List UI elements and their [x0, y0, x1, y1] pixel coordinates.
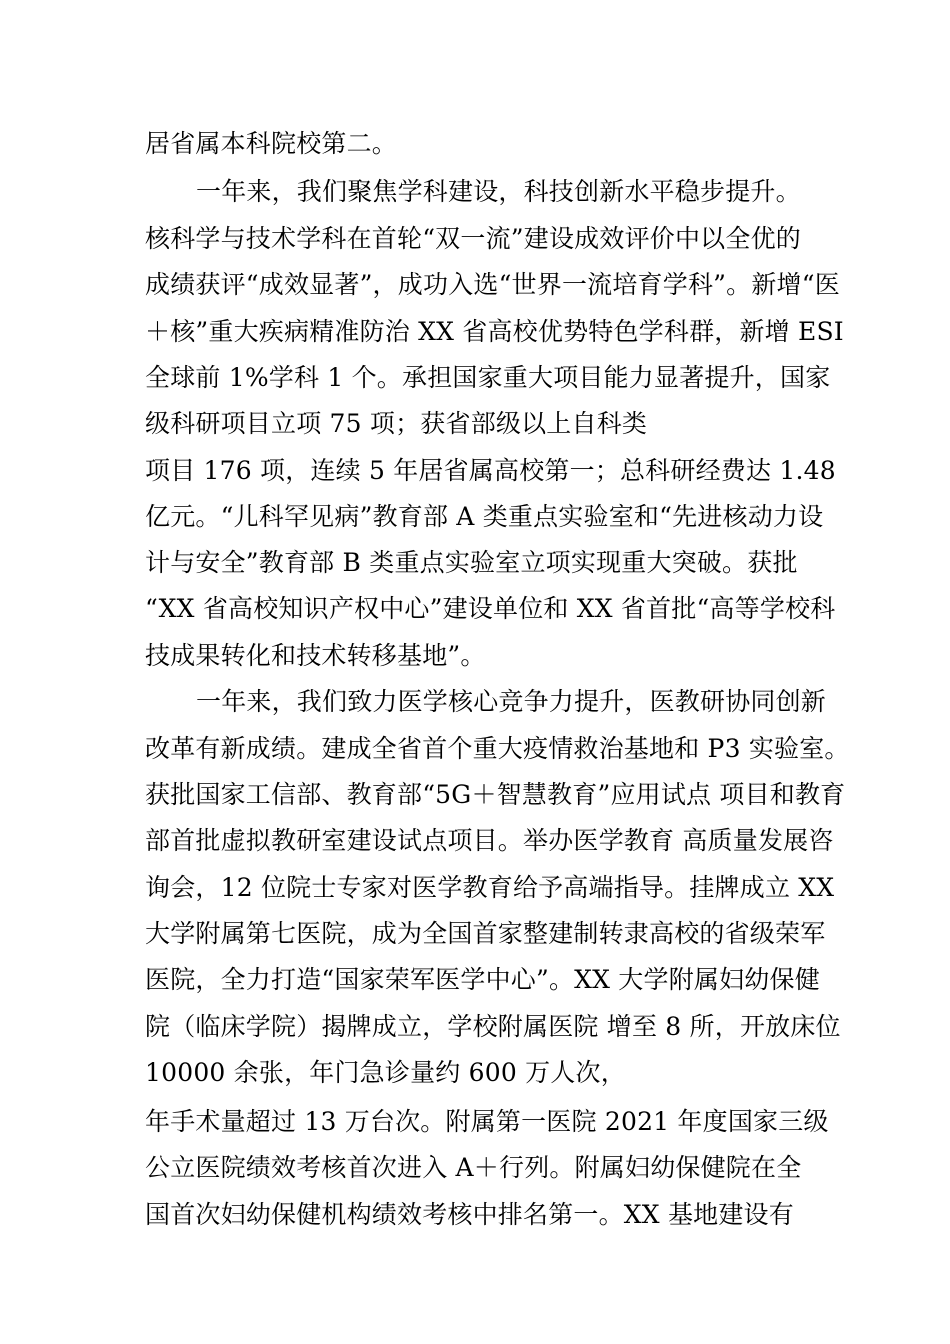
text-line-12: 技成果转化和技术转移基地”。	[145, 641, 486, 670]
text-line-16: 部首批虚拟教研室建设试点项目。举办医学教育 高质量发展咨	[145, 826, 834, 855]
text-line-11: “XX 省高校知识产权中心”建设单位和 XX 省首批“高等学校科	[145, 594, 836, 623]
text-line-24: 国首次妇幼保健机构绩效考核中排名第一。XX 基地建设有	[145, 1200, 794, 1229]
text-line-10: 计与安全”教育部 B 类重点实验室立项实现重大突破。获批	[145, 548, 798, 577]
text-line-5: ＋核”重大疾病精准防治 XX 省高校优势特色学科群，新增 ESI	[145, 317, 844, 346]
text-line-1: 居省属本科院校第二。	[145, 129, 398, 158]
text-line-7: 级科研项目立项 75 项；获省部级以上自科类	[145, 409, 648, 438]
text-line-3: 核科学与技术学科在首轮“双一流”建设成效评价中以全优的	[145, 224, 801, 253]
text-line-6: 全球前 1%学科 1 个。承担国家重大项目能力显著提升，国家	[145, 363, 831, 392]
text-line-13-paragraph-start: 一年来，我们致力医学核心竞争力提升，医教研协同创新	[196, 687, 827, 716]
text-line-8: 项目 176 项，连续 5 年居省属高校第一；总科研经费达 1.48	[145, 456, 836, 485]
text-line-4: 成绩获评“成效显著”，成功入选“世界一流培育学科”。新增“医	[145, 270, 840, 299]
text-line-21: 10000 余张，年门急诊量约 600 万人次，	[145, 1058, 626, 1087]
text-line-14: 改革有新成绩。建成全省首个重大疫情救治基地和 P3 实验室。	[145, 734, 850, 763]
text-line-17: 询会，12 位院士专家对医学教育给予高端指导。挂牌成立 XX	[145, 873, 835, 902]
text-line-9: 亿元。“儿科罕见病”教育部 A 类重点实验室和“先进核动力设	[145, 502, 824, 531]
text-line-18: 大学附属第七医院，成为全国首家整建制转隶高校的省级荣军	[145, 919, 826, 948]
text-line-19: 医院，全力打造“国家荣军医学中心”。XX 大学附属妇幼保健	[145, 965, 820, 994]
text-line-15: 获批国家工信部、教育部“5G＋智慧教育”应用试点 项目和教育	[145, 780, 846, 809]
text-line-2-paragraph-start: 一年来，我们聚焦学科建设，科技创新水平稳步提升。	[196, 177, 801, 206]
text-line-23: 公立医院绩效考核首次进入 A＋行列。附属妇幼保健院在全	[145, 1153, 802, 1182]
text-line-20: 院（临床学院）揭牌成立，学校附属医院 增至 8 所，开放床位	[145, 1012, 841, 1041]
text-line-22: 年手术量超过 13 万台次。附属第一医院 2021 年度国家三级	[145, 1107, 829, 1136]
